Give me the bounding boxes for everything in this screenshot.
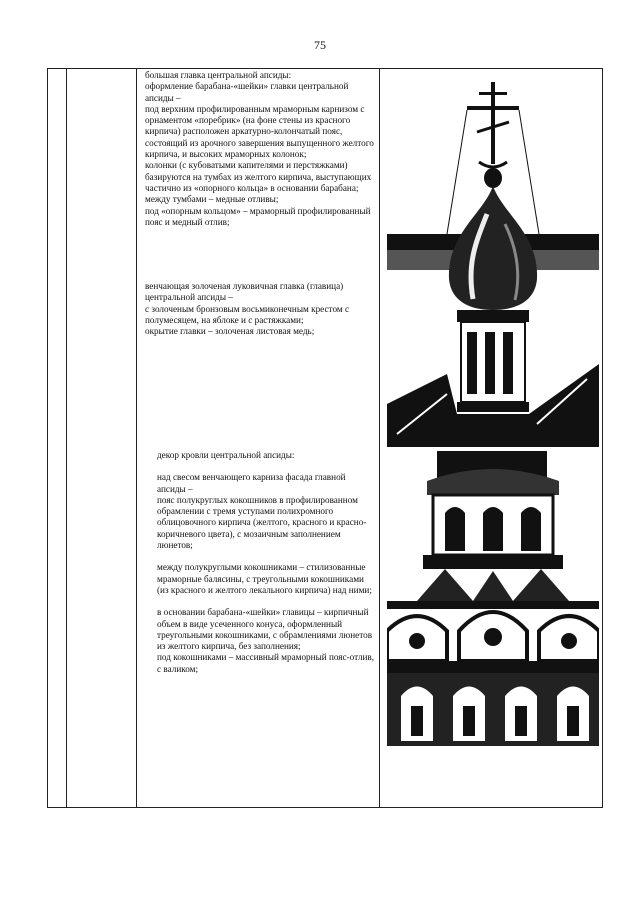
balusters-paragraph: между полукруглыми кокошниками – стилизованные мраморные балясины, с треугольными кокошниками (из красного и желтого лекального кирпича) над ними;	[157, 562, 372, 595]
description-table	[47, 68, 603, 808]
kokoshnik-belt-paragraph: над свесом венчающего карниза фасада главной апсиды – пояс полукруглых кокошников в профилированном обрамлении с тремя уступами полихромного облицовочного кирпича (желтого, красного и красно-коричневого цвета), с мозаичным заполнением люнетов;	[157, 472, 367, 551]
cupola-description	[145, 70, 375, 228]
element-column	[67, 69, 137, 808]
apse-roof-decor-photo	[387, 451, 599, 746]
roof-decor-description	[157, 450, 375, 675]
cupola-cross-photo	[387, 74, 599, 447]
number-column	[48, 69, 67, 808]
photo-cell	[380, 69, 603, 808]
page-number: 75	[314, 38, 326, 52]
dome-description	[145, 281, 375, 337]
drum-base-paragraph: в основании барабана-«шейки» главицы – кирпичный объем в виде усеченного конуса, оформленный треугольными кокошниками, с обрамлениями люнетов из желтого кирпича, без заполнения; под кокошниками – массивный мраморный пояс-отлив, с валиком;	[157, 607, 375, 674]
description-cell	[137, 69, 380, 808]
cupola-drum-paragraph: большая главка центральной апсиды: оформление барабана-«шейки» главки центральной апсиды – под верхним профилированным мраморным карнизом с орнаментом «поребрик» (на фоне стены из красного кирпича) расположен аркатурно-колончатый пояс, состоящий из арочного завершения выпущенного желтого кирпича, и высоких мраморных колонок; колонки (с кубоватыми капителями и перстяжками) базируются на тумбах из желтого кирпича, выступающих частично из «опорного кольца» в основании барабана; между тумбами – медные отливы; под «опорным кольцом» – мраморный профилированный пояс и медный отлив;	[145, 70, 374, 227]
dome-paragraph: венчающая золоченая луковичная главка (главица) центральной апсиды – с золоченым бронзовым восьмиконечным крестом с полумесяцем, на яблоке и с растяжками; окрытие главки – золоченая листовая медь;	[145, 281, 350, 337]
roof-decor-heading: декор кровли центральной апсиды:	[157, 450, 295, 460]
